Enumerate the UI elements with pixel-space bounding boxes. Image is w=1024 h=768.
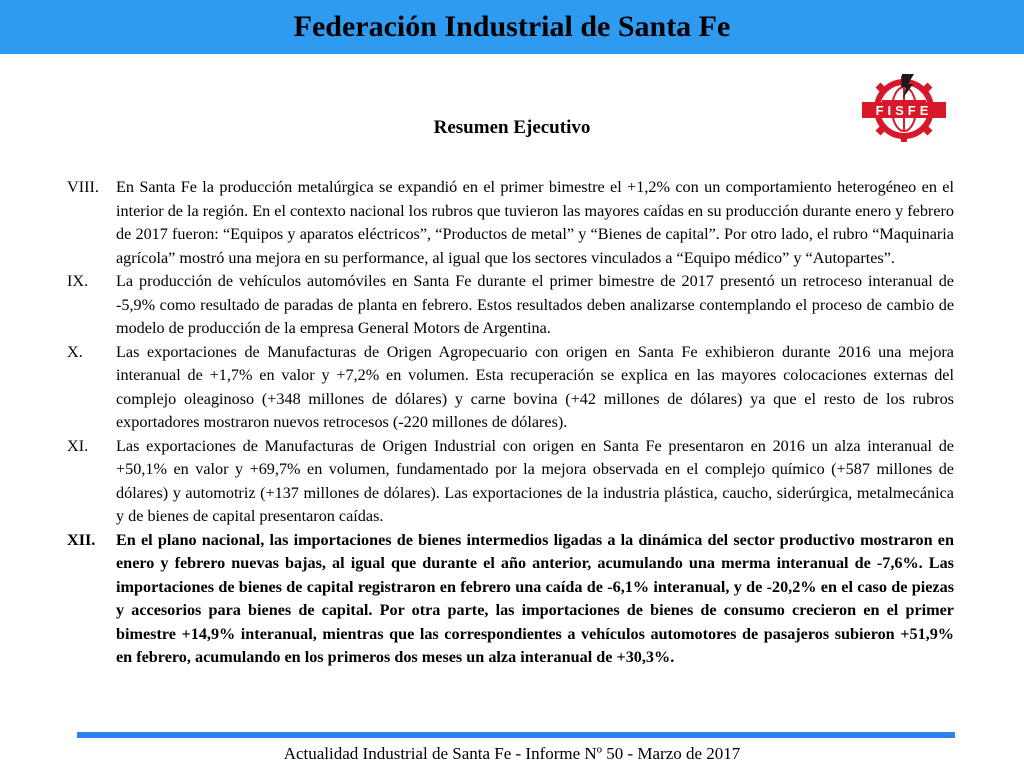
list-item	[67, 341, 954, 435]
summary-list	[67, 176, 954, 670]
item-number: XI.	[67, 436, 89, 455]
item-text: En Santa Fe la producción metalúrgica se expandió en el primer bimestre el +1,2% con un comportamiento heterogéneo en el interior de la región. En el contexto nacional los rubros que tuvieron las mayores caídas en su producción durante enero y febrero de 2017 fueron: “Equipos y aparatos eléctricos”, “Productos de metal” y “Bienes de capital”. Por otro lado, el rubro “Maquinaria agrícola” mostró una mejora en su performance, al igual que los sectores vinculados a “Equipo médico” y “Autopartes”.	[116, 178, 954, 267]
item-text: Las exportaciones de Manufacturas de Origen Industrial con origen en Santa Fe presentaron en 2016 un alza interanual de +50,1% en valor y +69,7% en volumen, fundamentado por la mejora observada en el complejo químico (+587 millones de dólares) y automotriz (+137 millones de dólares). Las exportaciones de la industria plástica, caucho, siderúrgica, metalmecánica y de bienes de capital presentaron caídas.	[116, 436, 954, 525]
footer-text: Actualidad Industrial de Santa Fe - Informe Nº 50 - Marzo de 2017	[283, 744, 741, 763]
item-number: XII.	[67, 530, 96, 549]
item-number: IX.	[67, 272, 89, 290]
item-number: X.	[67, 342, 83, 361]
item-text: En el plano nacional, las importaciones de bienes intermedios ligadas a la dinámica del sector productivo mostraron en enero y febrero nuevas bajas, al igual que durante el año anterior, acumulando una merma interanual de -7,6%. Las importaciones de bienes de capital registraron en febrero una caída de -6,1% interanual, y de -20,2% en el caso de piezas y accesorios para bienes de capital. Por otra parte, las importaciones de bienes de consumo crecieron en el primer bimestre +14,9% interanual, mientras que las correspondientes a vehículos automotores de pasajeros subieron +51,9% en febrero, acumulando en los primeros dos meses un alza interanual de +30,3%.	[116, 530, 954, 666]
page-title: Federación Industrial de Santa Fe	[293, 10, 731, 43]
list-item	[67, 435, 954, 529]
footer-divider	[77, 732, 955, 738]
logo-text: FISFE	[875, 103, 933, 118]
item-number: VIII.	[67, 178, 99, 196]
section-title: Resumen Ejecutivo	[433, 117, 591, 138]
list-item	[67, 529, 954, 670]
item-text: La producción de vehículos automóviles en Santa Fe durante el primer bimestre de 2017 presentó un retroceso interanual de -5,9% como resultado de paradas de planta en febrero. Estos resultados deben analizarse contemplando el proceso de cambio de modelo de producción de la empresa General Motors de Argentina.	[116, 272, 954, 337]
list-item	[67, 270, 954, 341]
list-item	[67, 176, 954, 270]
item-text: Las exportaciones de Manufacturas de Origen Agropecuario con origen en Santa Fe exhibieron durante 2016 una mejora interanual de +1,7% en valor y +7,2% en volumen. Esta recuperación se explica en las mayores colocaciones externas del complejo oleaginoso (+348 millones de dólares) y carne bovina (+42 millones de dólares) ya que el resto de los rubros exportadores mostraron nuevos retrocesos (-220 millones de dólares).	[116, 342, 954, 431]
